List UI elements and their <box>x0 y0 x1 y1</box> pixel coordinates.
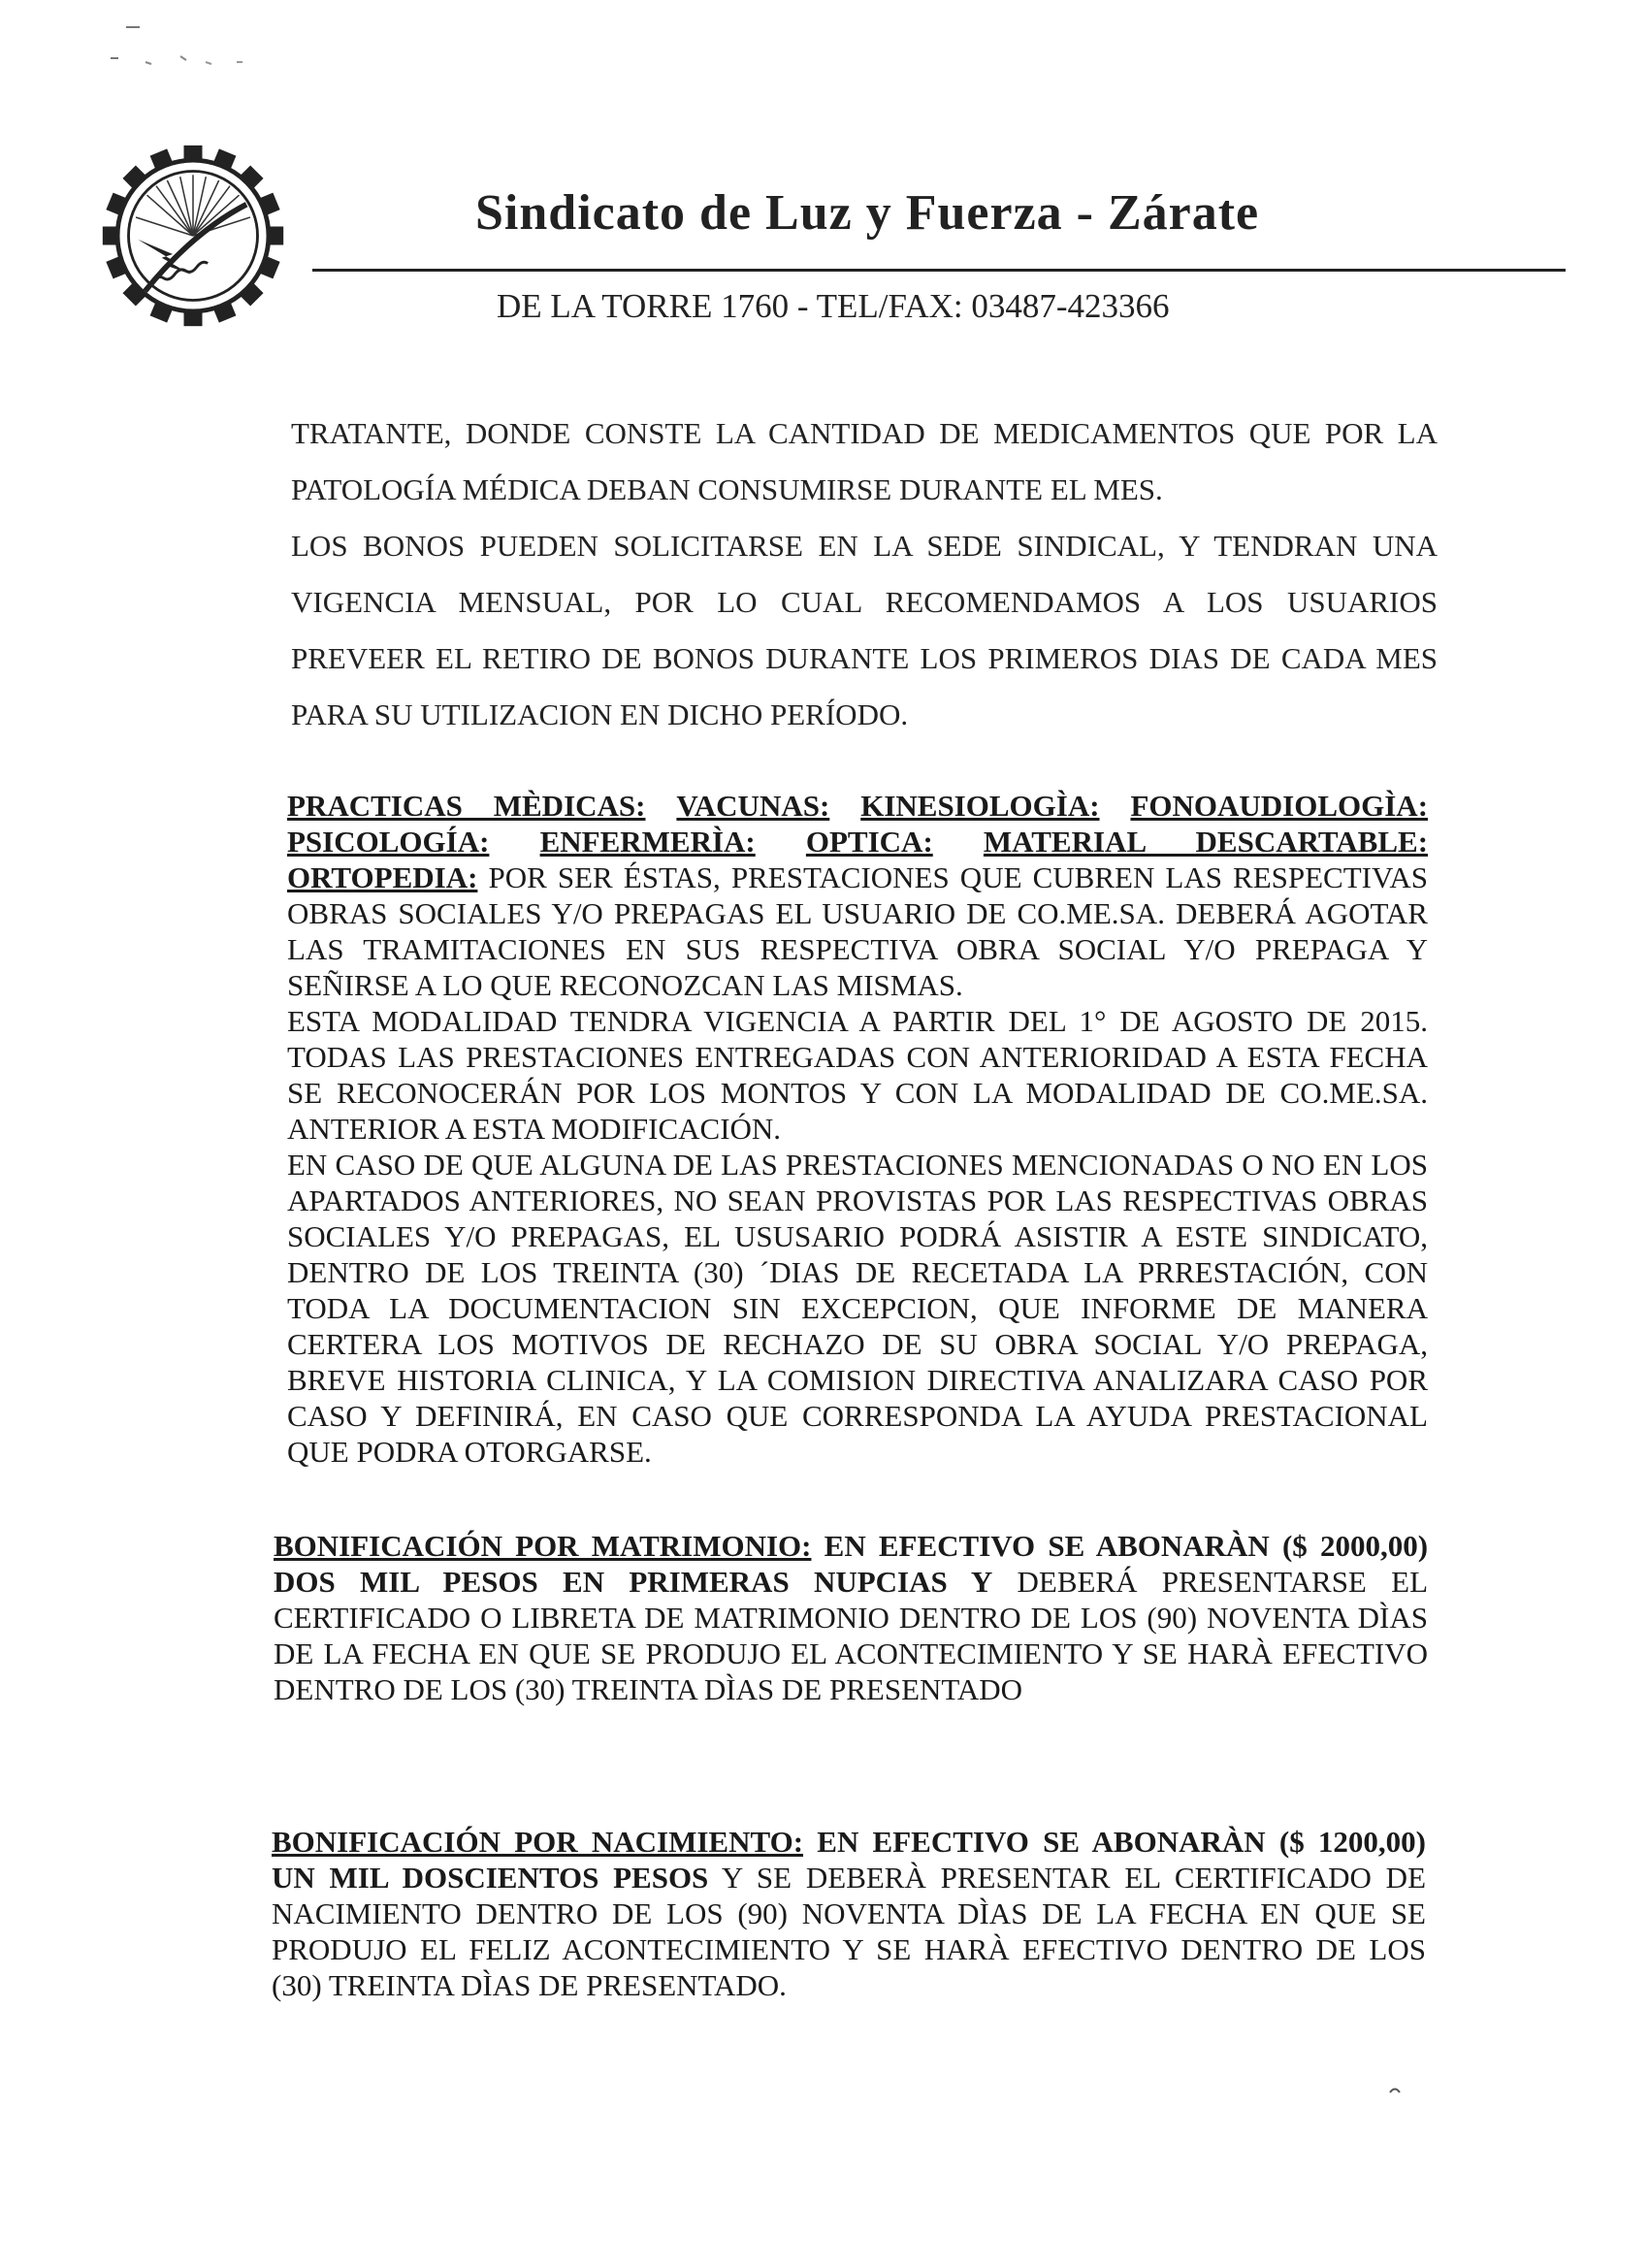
nacimiento-conditions-text: Y SE DEBERÀ PRESENTAR EL CERTIFICADO DE NACIMIENTO DENTRO DE LOS (90) NOVENTA DÌAS DE LA FECHA EN QUE SE PRODUJO EL FELIZ ACONTECIMIENTO Y SE HARÀ EFECTIVO DENTRO DE LOS (30) TREINTA DÌAS DE PRESENTADO. <box>272 1861 1426 2002</box>
practicas-paragraph-coverage <box>287 788 1428 1003</box>
matrimonio-conditions-text: DEBERÁ PRESENTARSE EL CERTIFICADO O LIBRETA DE MATRIMONIO DENTRO DE LOS (90) NOVENTA DÌAS DE LA FECHA EN QUE SE PRODUJO EL ACONTECIMIENTO Y SE HARÀ EFECTIVO DENTRO DE LOS (30) TREINTA DÌAS DE PRESENTADO <box>274 1565 1429 1706</box>
letterhead-title: Sindicato de Luz y Fuerza - Zárate <box>475 185 1260 241</box>
label-vacunas: VACUNAS: <box>676 789 830 823</box>
label-fonoaudiologia: FONOAUDIOLOGÌA: <box>1130 789 1429 823</box>
nacimiento-amount-text: EN EFECTIVO SE ABONARÀN ($ 1200,00) UN MIL DOSCIENTOS PESOS <box>272 1825 1426 1895</box>
label-psicologia: PSICOLOGÍA: <box>287 825 490 859</box>
union-gear-lightning-logo-icon <box>101 144 285 328</box>
label-optica: OPTICA: <box>805 825 933 859</box>
scan-artifact-mark <box>1389 2086 1401 2093</box>
label-ortopedia: ORTOPEDIA: <box>287 860 478 894</box>
matrimonio-paragraph <box>274 1528 1428 1707</box>
section-bonificacion-nacimiento <box>272 1824 1426 2003</box>
label-enfermeria: ENFERMERÌA: <box>539 825 756 859</box>
label-practicas-medicas: PRACTICAS MÈDICAS: <box>287 789 646 823</box>
section-bonificacion-matrimonio <box>274 1528 1428 1707</box>
intro-paragraph-prescription: TRATANTE, DONDE CONSTE LA CANTIDAD DE MEDICAMENTOS QUE POR LA PATOLOGÍA MÉDICA DEBAN CONSUMIRSE DURANTE EL MES. <box>291 416 1438 506</box>
letterhead-divider <box>312 269 1566 272</box>
practicas-paragraph-excepcion: EN CASO DE QUE ALGUNA DE LAS PRESTACIONES MENCIONADAS O NO EN LOS APARTADOS ANTERIORES, NO SEAN PROVISTAS POR LAS RESPECTIVAS OBRAS SOCIALES Y/O PREPAGAS, EL USUSARIO PODRÁ ASISTIR A ESTE SINDICATO, DENTRO DE LOS TREINTA (30) ´DIAS DE RECETADA LA PRRESTACIÓN, CON TODA LA DOCUMENTACION SIN EXCEPCION, QUE INFORME DE MANERA CERTERA LOS MOTIVOS DE RECHAZO DE SU OBRA SOCIAL Y/O PREPAGA, BREVE HISTORIA CLINICA, Y LA COMISION DIRECTIVA ANALIZARA CASO POR CASO Y DEFINIRÁ, EN CASO QUE CORRESPONDA LA AYUDA PRESTACIONAL QUE PODRA OTORGARSE. <box>287 1148 1428 1469</box>
intro-paragraph-bonos: LOS BONOS PUEDEN SOLICITARSE EN LA SEDE SINDICAL, Y TENDRAN UNA VIGENCIA MENSUAL, POR LO CUAL RECOMENDAMOS A LOS USUARIOS PREVEER EL RETIRO DE BONOS DURANTE LOS PRIMEROS DIAS DE CADA MES PARA SU UTILIZACION EN DICHO PERÍODO. <box>291 529 1438 731</box>
letterhead-address: DE LA TORRE 1760 - TEL/FAX: 03487-423366 <box>497 287 1170 325</box>
label-kinesiologia: KINESIOLOGÌA: <box>860 789 1100 823</box>
label-bonificacion-nacimiento: BONIFICACIÓN POR NACIMIENTO: <box>272 1825 804 1859</box>
practicas-coverage-text: POR SER ÉSTAS, PRESTACIONES QUE CUBREN LAS RESPECTIVAS OBRAS SOCIALES Y/O PREPAGAS EL USUARIO DE CO.ME.SA. DEBERÁ AGOTAR LAS TRAMITACIONES EN SUS RESPECTIVA OBRA SOCIAL Y/O PREPAGA Y SEÑIRSE A LO QUE RECONOZCAN LAS MISMAS. <box>287 860 1429 1002</box>
scan-artifact-marks <box>97 19 272 78</box>
label-bonificacion-matrimonio: BONIFICACIÓN POR MATRIMONIO: <box>274 1529 812 1563</box>
section-practicas-medicas <box>287 788 1428 1470</box>
nacimiento-paragraph <box>272 1824 1426 2003</box>
label-material-descartable: MATERIAL DESCARTABLE: <box>983 825 1429 859</box>
matrimonio-amount-text: EN EFECTIVO SE ABONARÀN ($ 2000,00) DOS MIL PESOS EN PRIMERAS NUPCIAS Y <box>274 1529 1429 1599</box>
intro-section <box>291 405 1438 743</box>
practicas-paragraph-vigencia: ESTA MODALIDAD TENDRA VIGENCIA A PARTIR DEL 1° DE AGOSTO DE 2015. TODAS LAS PRESTACIONES ENTREGADAS CON ANTERIORIDAD A ESTA FECHA SE RECONOCERÁN POR LOS MONTOS Y CON LA MODALIDAD DE CO.ME.SA. ANTERIOR A ESTA MODIFICACIÓN. <box>287 1004 1428 1146</box>
